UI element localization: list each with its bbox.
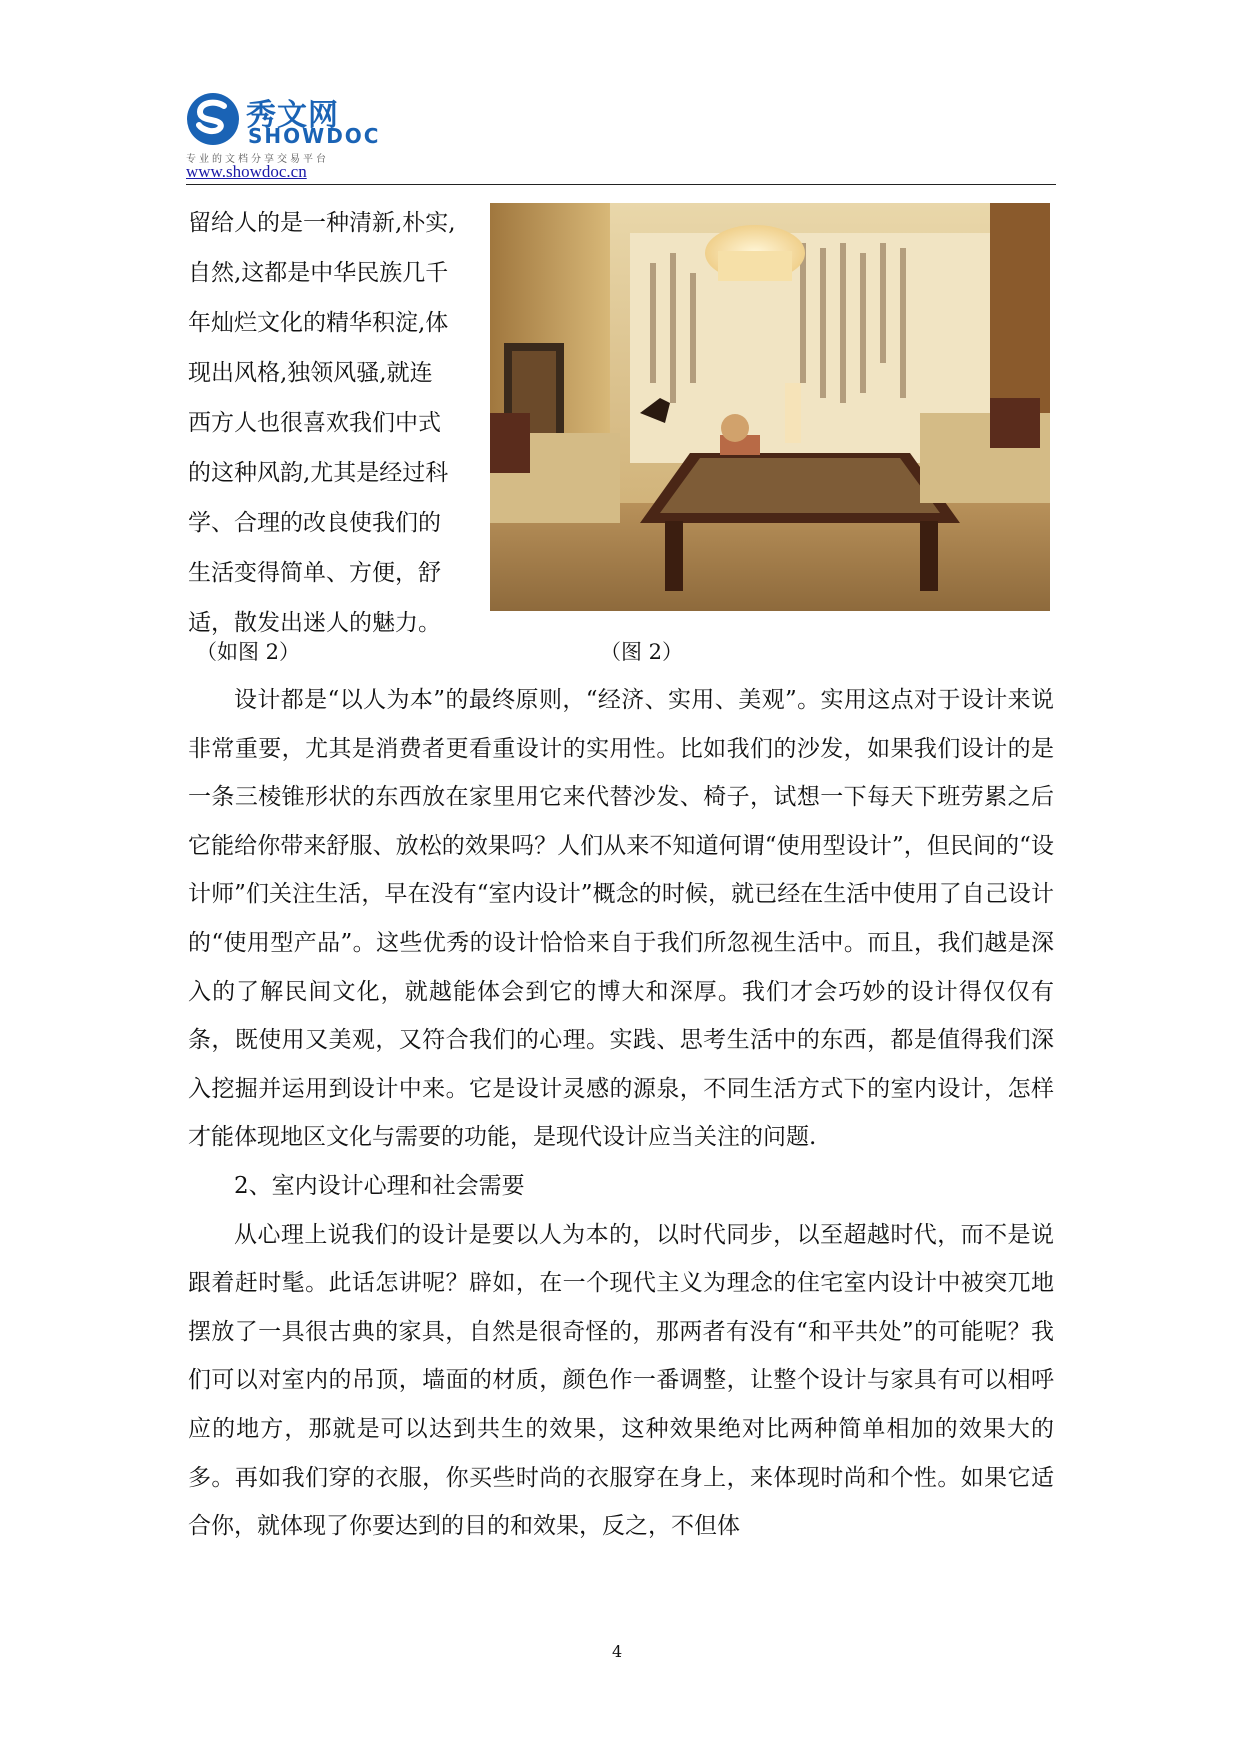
- section-heading: 2、室内设计心理和社会需要: [234, 1172, 525, 1199]
- chinese-living-room-photo-icon: [490, 203, 1050, 611]
- intro-line: 生活变得简单、方便，舒: [188, 560, 441, 586]
- article-body: [188, 676, 1054, 1551]
- brand-name-en: SHOWDOC: [248, 124, 381, 148]
- brand-name-cn: 秀文网: [246, 98, 339, 133]
- intro-line: 年灿烂文化的精华积淀,体: [188, 310, 449, 336]
- paragraph: 设计都是“以人为本”的最终原则，“经济、实用、美观”。实用这点对于设计来说非常重要，尤其是消费者更看重设计的实用性。比如我们的沙发，如果我们设计的是一条三棱锥形状的东西放在家里用它来代替沙发、椅子，试想一下每天下班劳累之后它能给你带来舒服、放松的效果吗？人们从来不知道何谓“使用型设计”，但民间的“设计师”们关注生活，早在没有“室内设计”概念的时候，就已经在生活中使用了自己设计的“使用型产品”。这些优秀的设计恰恰来自于我们所忽视生活中。而且，我们越是深入的了解民间文化，就越能体会到它的博大和深厚。我们才会巧妙的设计得仅仅有条，既使用又美观，又符合我们的心理。实践、思考生活中的东西，都是值得我们深入挖掘并运用到设计中来。它是设计灵感的源泉，不同生活方式下的室内设计，怎样才能体现地区文化与需要的功能，是现代设计应当关注的问题.: [188, 687, 1054, 1151]
- page-number: 4: [612, 1642, 623, 1661]
- intro-text-column: [188, 198, 488, 648]
- intro-line: 现出风格,独领风骚,就连: [188, 360, 433, 386]
- intro-line: 学、合理的改良使我们的: [188, 510, 441, 536]
- brand-tagline: 专业的文档分享交易平台: [186, 154, 329, 165]
- site-logo[interactable]: [186, 88, 381, 166]
- site-url-link[interactable]: www.showdoc.cn: [186, 162, 307, 181]
- intro-line: 留给人的是一种清新,朴实,: [188, 210, 456, 236]
- intro-line: 自然,这都是中华民族几千: [188, 260, 449, 286]
- intro-line: 适，散发出迷人的魅力。: [188, 610, 441, 636]
- header-divider: [186, 184, 1056, 185]
- figure-caption: （图 2）: [600, 640, 684, 664]
- showdoc-s-logo-icon: [186, 92, 240, 146]
- figure-reference: （如图 2）: [196, 640, 301, 664]
- living-room-photo: [490, 203, 1050, 611]
- intro-line: 的这种风韵,尤其是经过科: [188, 460, 449, 486]
- intro-line: 西方人也很喜欢我们中式: [188, 410, 441, 436]
- paragraph: 从心理上说我们的设计是要以人为本的，以时代同步，以至超越时代，而不是说跟着赶时髦。此话怎讲呢？辟如，在一个现代主义为理念的住宅室内设计中被突兀地摆放了一具很古典的家具，自然是很奇怪的，那两者有没有“和平共处”的可能呢？我们可以对室内的吊顶，墙面的材质，颜色作一番调整，让整个设计与家具有可以相呼应的地方，那就是可以达到共生的效果，这种效果绝对比两种简单相加的效果大的多。再如我们穿的衣服，你买些时尚的衣服穿在身上，来体现时尚和个性。如果它适合你，就体现了你要达到的目的和效果，反之，不但体: [188, 1221, 1054, 1540]
